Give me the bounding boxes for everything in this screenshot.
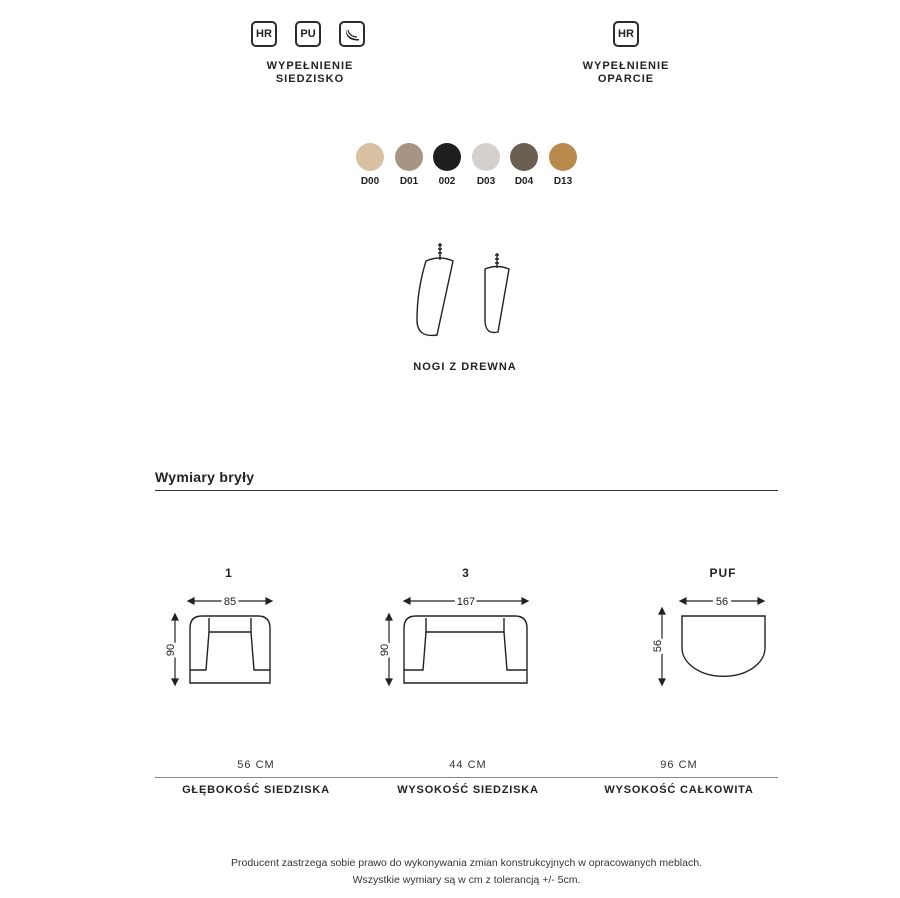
color-swatch-label: D00 xyxy=(360,176,380,187)
color-swatch-label: D03 xyxy=(476,176,496,187)
dimensions-title: Wymiary bryły xyxy=(155,469,255,485)
seat-depth-label: GŁĘBOKOŚĆ SIEDZISKA xyxy=(182,784,330,796)
sofa-diagram xyxy=(378,588,548,688)
puf-width: 56 xyxy=(715,596,729,608)
model-3-width: 167 xyxy=(456,596,476,608)
hr-foam-badge-back: HR xyxy=(613,21,639,47)
color-swatch-label: D04 xyxy=(514,176,534,187)
model-1-height: 90 xyxy=(165,643,177,657)
legs-label: NOGI Z DREWNA xyxy=(413,361,517,373)
footnote-line2: Wszystkie wymiary są w cm z tolerancją +/- 5cm. xyxy=(352,874,581,886)
color-swatch-d03[interactable] xyxy=(472,143,500,171)
filling-seat-caption-line2: SIEDZISKO xyxy=(275,73,345,85)
filling-back-caption-line1: WYPEŁNIENIE xyxy=(582,60,670,72)
filling-back-caption-line2: OPARCIE xyxy=(597,73,655,85)
pouf-diagram xyxy=(650,588,780,688)
color-swatch-label: D01 xyxy=(399,176,419,187)
color-swatch-d01[interactable] xyxy=(395,143,423,171)
seat-height-label: WYSOKOŚĆ SIEDZISKA xyxy=(397,784,539,796)
filling-back-caption xyxy=(546,60,706,86)
wooden-leg-icon xyxy=(405,240,525,340)
color-swatch-label: 002 xyxy=(438,176,456,187)
footnote-line1: Producent zastrzega sobie prawo do wykonywania zmian konstrukcyjnych w opracowanych meblach. xyxy=(231,857,702,869)
color-swatch-d13[interactable] xyxy=(549,143,577,171)
feather-icon xyxy=(339,21,365,47)
puf-height: 56 xyxy=(652,639,664,653)
pu-foam-badge: PU xyxy=(295,21,321,47)
armchair-diagram xyxy=(160,588,290,688)
footnote xyxy=(100,855,833,889)
color-swatch-label: D13 xyxy=(553,176,573,187)
seat-depth-value: 56 CM xyxy=(237,759,275,771)
hr-foam-badge: HR xyxy=(251,21,277,47)
model-name-puf: PUF xyxy=(709,566,737,580)
model-name-3: 3 xyxy=(462,566,470,580)
total-height-value: 96 CM xyxy=(660,759,698,771)
color-swatch-d04[interactable] xyxy=(510,143,538,171)
model-1-width: 85 xyxy=(223,596,237,608)
specs-divider xyxy=(155,777,778,778)
filling-seat-caption xyxy=(230,60,390,86)
color-swatch-002[interactable] xyxy=(433,143,461,171)
model-name-1: 1 xyxy=(225,566,233,580)
total-height-label: WYSOKOŚĆ CAŁKOWITA xyxy=(604,784,754,796)
divider xyxy=(155,490,778,491)
filling-seat-caption-line1: WYPEŁNIENIE xyxy=(266,60,354,72)
model-3-height: 90 xyxy=(379,643,391,657)
color-swatch-d00[interactable] xyxy=(356,143,384,171)
seat-height-value: 44 CM xyxy=(449,759,487,771)
